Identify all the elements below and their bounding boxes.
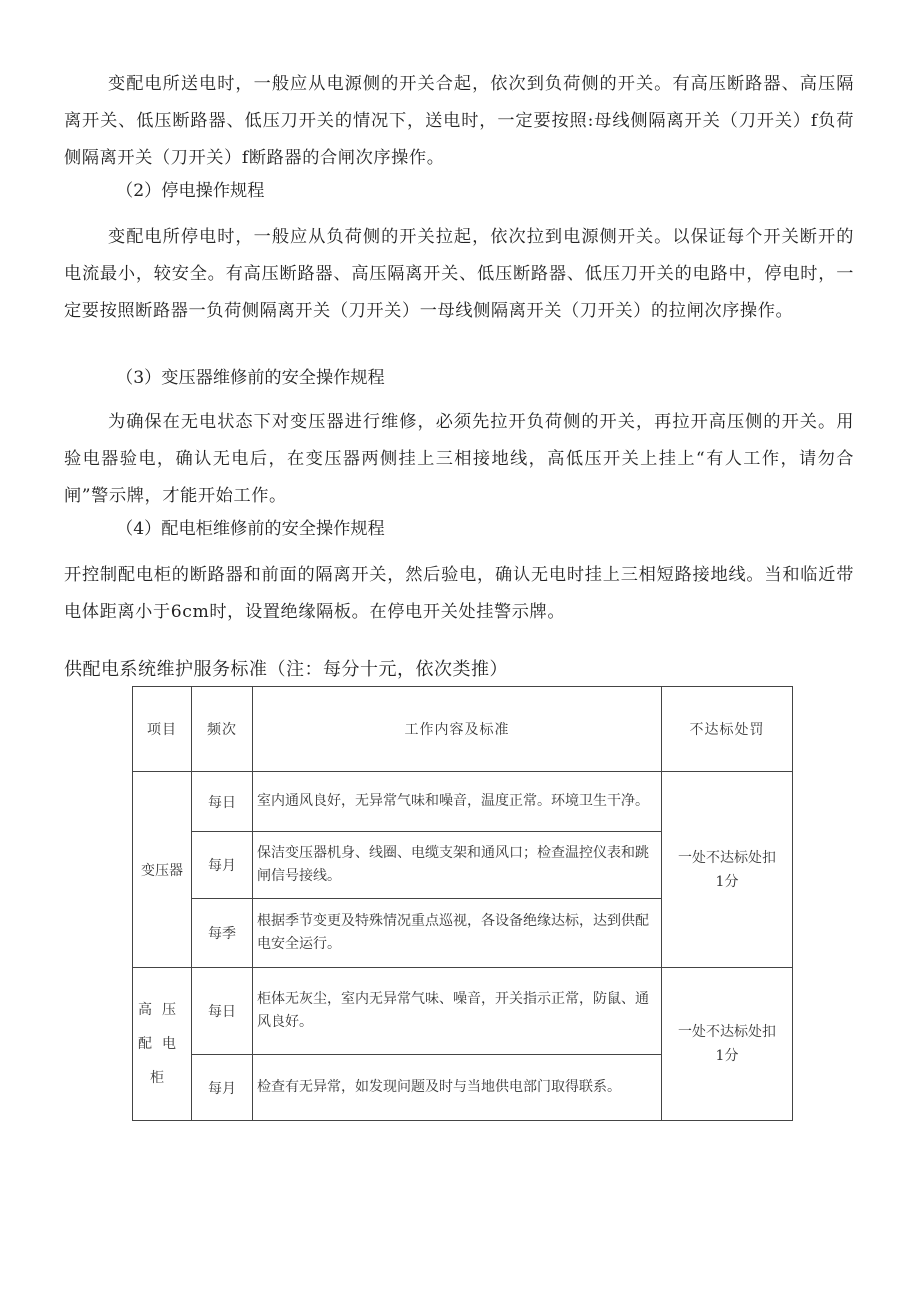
penalty-points: 1分 [715,1048,739,1064]
content-cell: 检查有无异常，如发现问题及时与当地供电部门取得联系。 [253,1055,662,1121]
table-caption: 供配电系统维护服务标准（注：每分十元，依次类推） [64,659,508,680]
item-line: 高压 [138,1002,186,1018]
penalty-text: 一处不达标处扣 [678,849,776,866]
content-cell: 室内通风良好，无异常气味和噪音，温度正常。环境卫生干净。 [253,772,662,832]
content-cell: 柜体无灰尘，室内无异常气味、噪音，开关指示正常，防鼠、通风良好。 [253,968,662,1055]
header-content: 工作内容及标准 [253,687,662,772]
frequency-cell: 每日 [192,772,253,832]
heading-transformer-safety: （3）变压器维修前的安全操作规程 [116,368,385,388]
frequency-cell: 每月 [192,1055,253,1121]
paragraph-cabinet-safety: 开控制配电柜的断路器和前面的隔离开关，然后验电，确认无电时挂上三相短路接地线。当和临近带电体距离小于6cm时，设置绝缘隔板。在停电开关处挂警示牌。 [64,565,854,622]
penalty-high-voltage-cabinet [662,968,793,1121]
paragraph-power-off: 变配电所停电时，一般应从负荷侧的开关拉起，依次拉到电源侧开关。以保证每个开关断开的电流最小，较安全。有高压断路器、高压隔离开关、低压断路器、低压刀开关的电路中，停电时，一定要按照断路器一负荷侧隔离开关（刀开关）一母线侧隔离开关（刀开关）的拉闸次序操作。 [64,227,854,321]
paragraph-transformer-safety: 为确保在无电状态下对变压器进行维修，必须先拉开负荷侧的开关，再拉开高压侧的开关。用验电器验电，确认无电后，在变压器两侧挂上三相接地线，高低压开关上挂上“有人工作，请勿合闸”警示牌，才能开始工作。 [64,412,854,506]
item-high-voltage-cabinet [133,968,192,1121]
maintenance-standard-table [132,686,793,1121]
content-cell: 根据季节变更及特殊情况重点巡视，各设备绝缘达标，达到供配电安全运行。 [253,899,662,968]
table-header-row [133,687,793,772]
item-line: 配电 [138,1036,186,1052]
header-item: 项目 [133,687,192,772]
frequency-cell: 每日 [192,968,253,1055]
heading-cabinet-safety: （4）配电柜维修前的安全操作规程 [116,519,385,539]
heading-power-off: （2）停电操作规程 [116,181,265,201]
item-transformer: 变压器 [133,772,192,968]
paragraph-power-on: 变配电所送电时，一般应从电源侧的开关合起，依次到负荷侧的开关。有高压断路器、高压隔离开关、低压断路器、低压刀开关的情况下，送电时，一定要按照:母线侧隔离开关（刀开关）f负荷侧隔离开关（刀开关）f断路器的合闸次序操作。 [64,74,854,168]
header-frequency: 频次 [192,687,253,772]
item-line: 柜 [150,1070,174,1086]
penalty-points: 1分 [715,873,739,890]
table-row [133,772,793,832]
penalty-transformer [662,772,793,968]
header-penalty: 不达标处罚 [662,687,793,772]
frequency-cell: 每季 [192,899,253,968]
content-cell: 保洁变压器机身、线圈、电缆支架和通风口；检查温控仪表和跳闸信号接线。 [253,832,662,899]
penalty-text: 一处不达标处扣 [678,1024,776,1040]
frequency-cell: 每月 [192,832,253,899]
table-row [133,968,793,1055]
